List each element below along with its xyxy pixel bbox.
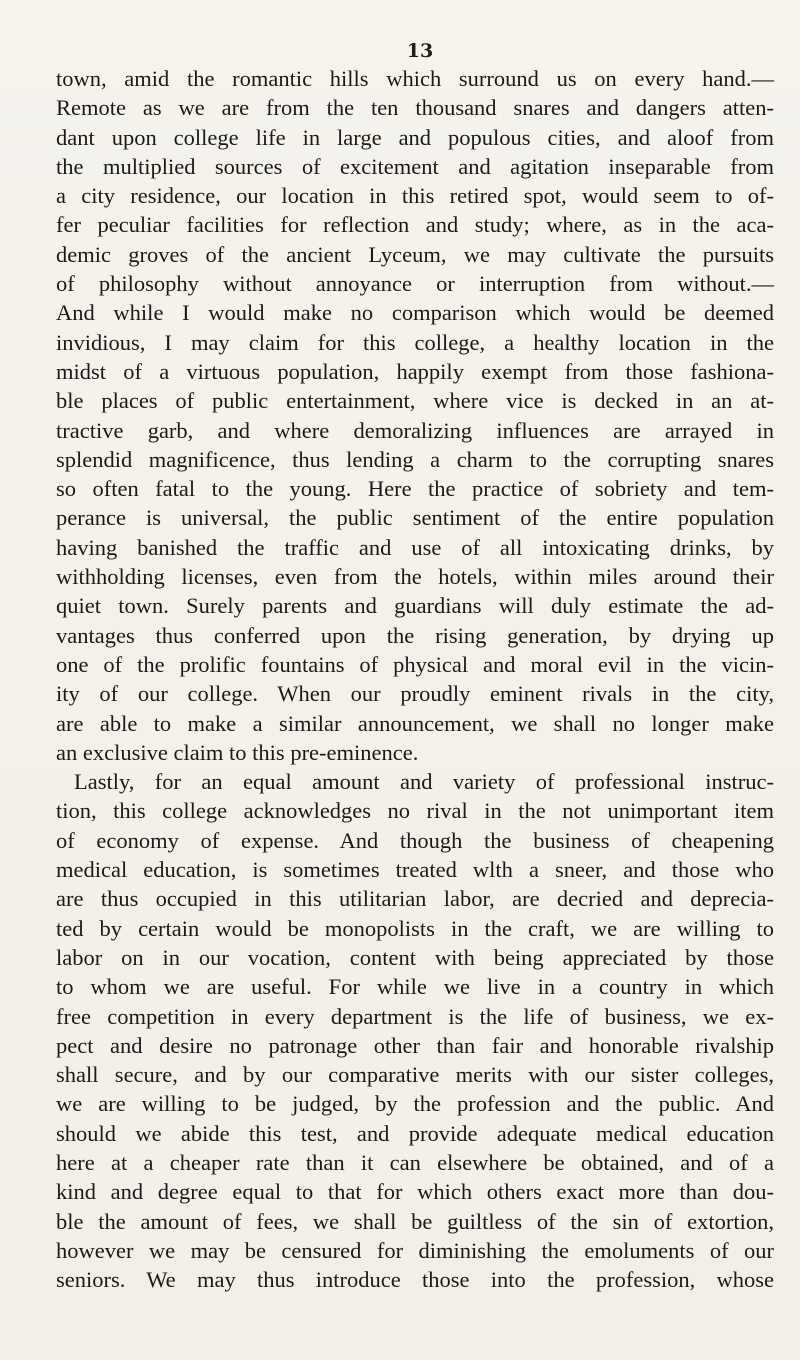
text-line: we are willing to be judged, by the profession and the public. And (56, 1091, 774, 1117)
text-line: quiet town. Surely parents and guardians will duly estimate the ad- (56, 593, 774, 619)
text-line: ble the amount of fees, we shall be guiltless of the sin of extortion, (56, 1208, 774, 1234)
text-line: a city residence, our location in this retired spot, would seem to of- (56, 183, 774, 209)
text-line: are able to make a similar announcement, we shall no longer make (56, 710, 774, 736)
text-line: the multiplied sources of excitement and agitation inseparable from (56, 153, 774, 179)
text-line: And while I would make no comparison which would be deemed (56, 300, 774, 326)
text-line: ted by certain would be monopolists in the craft, we are willing to (56, 915, 774, 941)
text-line: perance is universal, the public sentiment of the entire population (56, 505, 774, 531)
text-line: one of the prolific fountains of physical and moral evil in the vicin- (56, 651, 774, 677)
page-number: 13 (406, 40, 434, 62)
text-line: of economy of expense. And though the business of cheapening (56, 827, 774, 853)
text-line: free competition in every department is the life of business, we ex- (56, 1003, 774, 1029)
text-line: withholding licenses, even from the hotels, within miles around their (56, 564, 774, 590)
text-line: pect and desire no patronage other than fair and honorable rivalship (56, 1032, 774, 1058)
text-line: fer peculiar facilities for reflection and study; where, as in the aca- (56, 212, 774, 238)
text-line: labor on in our vocation, content with being appreciated by those (56, 944, 774, 970)
text-line: an exclusive claim to this pre-eminence. (56, 739, 419, 765)
text-line: tion, this college acknowledges no rival in the not unimportant item (56, 798, 774, 824)
text-line: are thus occupied in this utilitarian labor, are decried and deprecia- (56, 886, 774, 912)
text-line: here at a cheaper rate than it can elsewhere be obtained, and of a (56, 1149, 774, 1175)
text-line: invidious, I may claim for this college, a healthy location in the (56, 329, 774, 355)
text-line: however we may be censured for diminishing the emoluments of our (56, 1237, 774, 1263)
text-line: medical education, is sometimes treated wlth a sneer, and those who (56, 857, 774, 883)
text-line: town, amid the romantic hills which surround us on every hand.— (56, 66, 774, 91)
text-line: to whom we are useful. For while we live in a country in which (56, 974, 774, 1000)
text-line: seniors. We may thus introduce those into the profession, whose (56, 1267, 774, 1293)
text-line: dant upon college life in large and populous cities, and aloof from (56, 124, 774, 150)
text-line: shall secure, and by our comparative merits with our sister colleges, (56, 1062, 774, 1088)
text-line: of philosophy without annoyance or interruption from without.— (56, 271, 774, 297)
text-line: Remote as we are from the ten thousand snares and dangers atten- (56, 95, 774, 121)
text-line: vantages thus conferred upon the rising generation, by drying up (56, 622, 774, 648)
text-line: demic groves of the ancient Lyceum, we may cultivate the pursuits (56, 241, 774, 267)
text-line: kind and degree equal to that for which others exact more than dou- (56, 1179, 774, 1205)
text-line: Lastly, for an equal amount and variety of professional instruc- (74, 769, 774, 795)
text-line: ity of our college. When our proudly eminent rivals in the city, (56, 681, 774, 707)
text-line: midst of a virtuous population, happily exempt from those fashiona- (56, 358, 774, 384)
text-line: ble places of public entertainment, where vice is decked in an at- (56, 388, 774, 414)
text-line: so often fatal to the young. Here the practice of sobriety and tem- (56, 476, 774, 502)
text-line: having banished the traffic and use of all intoxicating drinks, by (56, 534, 774, 560)
text-line: splendid magnificence, thus lending a charm to the corrupting snares (56, 446, 774, 472)
text-line: tractive garb, and where demoralizing influences are arrayed in (56, 417, 774, 443)
text-line: should we abide this test, and provide adequate medical education (56, 1120, 774, 1146)
body-text (56, 64, 774, 1294)
